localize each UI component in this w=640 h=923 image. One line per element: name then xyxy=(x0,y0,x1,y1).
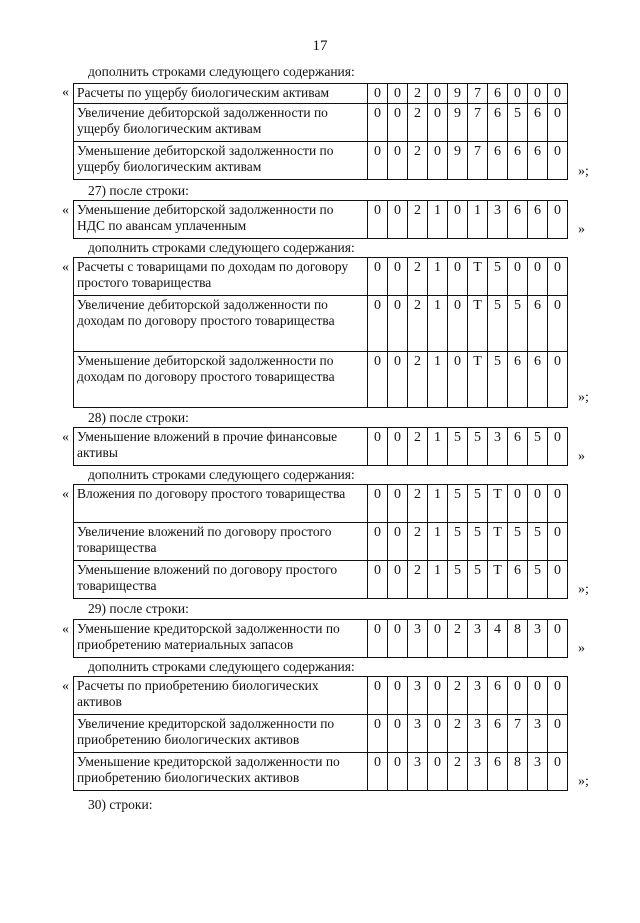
code-digit: 6 xyxy=(488,142,508,180)
code-digit: 0 xyxy=(548,677,568,715)
quote-open: « xyxy=(62,487,69,502)
row-label: Расчеты по ущербу биологическим активам xyxy=(74,84,368,104)
code-digit: 5 xyxy=(508,523,528,561)
code-digit: 2 xyxy=(408,523,428,561)
code-digit: 2 xyxy=(408,84,428,104)
quote-close: »; xyxy=(578,774,589,789)
code-digit: 9 xyxy=(448,84,468,104)
table-row xyxy=(74,142,568,180)
row-label: Уменьшение вложений в прочие финансовые активы xyxy=(74,428,368,466)
code-digit: 5 xyxy=(528,523,548,561)
row-label: Увеличение дебиторской задолженности по доходам по договору простого товарищества xyxy=(74,296,368,352)
quote-close: » xyxy=(578,449,585,464)
account-table-7 xyxy=(73,676,568,791)
code-digit: 0 xyxy=(428,620,448,658)
code-digit: 6 xyxy=(508,201,528,239)
code-digit: 5 xyxy=(528,428,548,466)
code-digit: 5 xyxy=(488,258,508,296)
instruction-line-after-row: 29) после строки: xyxy=(88,601,189,616)
code-digit: Т xyxy=(488,485,508,523)
code-digit: 0 xyxy=(528,84,548,104)
table-row xyxy=(74,715,568,753)
row-label: Увеличение дебиторской задолженности по ущербу биологическим активам xyxy=(74,104,368,142)
code-digit: 7 xyxy=(468,84,488,104)
code-digit: 0 xyxy=(368,753,388,791)
row-label: Уменьшение дебиторской задолженности по ущербу биологическим активам xyxy=(74,142,368,180)
code-digit: 0 xyxy=(428,715,448,753)
code-digit: 0 xyxy=(548,201,568,239)
code-digit: 1 xyxy=(468,201,488,239)
code-digit: 2 xyxy=(408,352,428,408)
code-digit: 0 xyxy=(528,258,548,296)
code-digit: 2 xyxy=(408,142,428,180)
code-digit: 0 xyxy=(388,258,408,296)
code-digit: 5 xyxy=(468,485,488,523)
code-digit: 3 xyxy=(408,753,428,791)
code-digit: 6 xyxy=(528,352,548,408)
code-digit: 5 xyxy=(528,561,548,599)
account-table-6 xyxy=(73,619,568,658)
code-digit: 0 xyxy=(368,104,388,142)
code-digit: 7 xyxy=(468,104,488,142)
code-digit: 6 xyxy=(508,428,528,466)
code-digit: 4 xyxy=(488,620,508,658)
code-digit: 7 xyxy=(508,715,528,753)
quote-open: « xyxy=(62,85,69,100)
quote-close: »; xyxy=(578,582,589,597)
row-label: Уменьшение кредиторской задолженности по приобретению материальных запасов xyxy=(74,620,368,658)
code-digit: 1 xyxy=(428,296,448,352)
code-digit: 2 xyxy=(408,258,428,296)
code-digit: Т xyxy=(488,561,508,599)
table-row xyxy=(74,201,568,239)
code-digit: 2 xyxy=(408,296,428,352)
code-digit: 0 xyxy=(388,485,408,523)
code-digit: 0 xyxy=(388,296,408,352)
code-digit: 0 xyxy=(368,715,388,753)
code-digit: 0 xyxy=(388,523,408,561)
quote-open: « xyxy=(62,430,69,445)
code-digit: 2 xyxy=(408,104,428,142)
code-digit: 0 xyxy=(428,753,448,791)
instruction-line-after-row: 27) после строки: xyxy=(88,183,189,198)
code-digit: 1 xyxy=(428,428,448,466)
code-digit: 1 xyxy=(428,485,448,523)
account-table-5 xyxy=(73,484,568,599)
code-digit: 0 xyxy=(508,258,528,296)
code-digit: 5 xyxy=(488,352,508,408)
code-digit: 3 xyxy=(408,715,428,753)
code-digit: 0 xyxy=(388,142,408,180)
code-digit: 0 xyxy=(548,296,568,352)
code-digit: 1 xyxy=(428,258,448,296)
code-digit: 0 xyxy=(548,561,568,599)
code-digit: 0 xyxy=(548,753,568,791)
code-digit: 0 xyxy=(528,677,548,715)
code-digit: 0 xyxy=(368,142,388,180)
code-digit: 0 xyxy=(388,428,408,466)
account-table-2 xyxy=(73,200,568,239)
code-digit: 0 xyxy=(368,258,388,296)
code-digit: 3 xyxy=(468,753,488,791)
table-row xyxy=(74,485,568,523)
code-digit: 0 xyxy=(508,677,528,715)
code-digit: 6 xyxy=(528,201,548,239)
code-digit: 7 xyxy=(468,142,488,180)
code-digit: 0 xyxy=(548,142,568,180)
code-digit: 0 xyxy=(428,84,448,104)
quote-close: »; xyxy=(578,164,589,179)
code-digit: 5 xyxy=(468,561,488,599)
table-row xyxy=(74,523,568,561)
row-label: Уменьшение дебиторской задолженности по НДС по авансам уплаченным xyxy=(74,201,368,239)
code-digit: 0 xyxy=(388,561,408,599)
code-digit: 3 xyxy=(528,753,548,791)
table-row xyxy=(74,352,568,408)
code-digit: 0 xyxy=(548,715,568,753)
code-digit: 8 xyxy=(508,620,528,658)
row-label: Увеличение вложений по договору простого товарищества xyxy=(74,523,368,561)
code-digit: 0 xyxy=(428,677,448,715)
code-digit: 6 xyxy=(508,142,528,180)
code-digit: 3 xyxy=(468,620,488,658)
account-table-3 xyxy=(73,257,568,408)
code-digit: 6 xyxy=(508,352,528,408)
code-digit: 1 xyxy=(428,352,448,408)
code-digit: Т xyxy=(468,258,488,296)
code-digit: 2 xyxy=(448,715,468,753)
table-row xyxy=(74,84,568,104)
code-digit: 1 xyxy=(428,523,448,561)
code-digit: 0 xyxy=(388,352,408,408)
row-label: Расчеты по приобретению биологических активов xyxy=(74,677,368,715)
code-digit: 6 xyxy=(488,84,508,104)
code-digit: 3 xyxy=(408,620,428,658)
code-digit: 0 xyxy=(548,523,568,561)
table-row xyxy=(74,677,568,715)
table-row xyxy=(74,620,568,658)
instruction-line-after-row: 28) после строки: xyxy=(88,410,189,425)
code-digit: 0 xyxy=(548,352,568,408)
code-digit: 5 xyxy=(448,523,468,561)
instruction-line-add-rows: дополнить строками следующего содержания: xyxy=(88,64,355,79)
code-digit: 5 xyxy=(448,485,468,523)
code-digit: 0 xyxy=(368,352,388,408)
code-digit: 6 xyxy=(528,296,548,352)
quote-close: »; xyxy=(578,390,589,405)
code-digit: 0 xyxy=(528,485,548,523)
code-digit: 2 xyxy=(408,201,428,239)
code-digit: 0 xyxy=(388,104,408,142)
quote-open: « xyxy=(62,679,69,694)
code-digit: 2 xyxy=(408,485,428,523)
code-digit: 3 xyxy=(468,715,488,753)
code-digit: 0 xyxy=(368,561,388,599)
row-label: Увеличение кредиторской задолженности по приобретению биологических активов xyxy=(74,715,368,753)
row-label: Уменьшение кредиторской задолженности по приобретению биологических активов xyxy=(74,753,368,791)
account-table-1 xyxy=(73,83,568,180)
code-digit: 2 xyxy=(448,753,468,791)
code-digit: 0 xyxy=(368,296,388,352)
code-digit: 2 xyxy=(448,620,468,658)
table-row xyxy=(74,296,568,352)
code-digit: 0 xyxy=(548,84,568,104)
row-label: Расчеты с товарищами по доходам по договору простого товарищества xyxy=(74,258,368,296)
code-digit: 0 xyxy=(448,352,468,408)
code-digit: 5 xyxy=(468,523,488,561)
code-digit: 3 xyxy=(468,677,488,715)
code-digit: 9 xyxy=(448,104,468,142)
code-digit: 0 xyxy=(548,104,568,142)
code-digit: 5 xyxy=(448,428,468,466)
code-digit: 0 xyxy=(368,84,388,104)
row-label: Уменьшение дебиторской задолженности по доходам по договору простого товарищества xyxy=(74,352,368,408)
page-number: 17 xyxy=(312,38,328,54)
code-digit: 1 xyxy=(428,201,448,239)
code-digit: 3 xyxy=(488,428,508,466)
code-digit: 0 xyxy=(448,258,468,296)
code-digit: 6 xyxy=(488,104,508,142)
code-digit: 0 xyxy=(368,620,388,658)
code-digit: Т xyxy=(468,352,488,408)
code-digit: 0 xyxy=(368,201,388,239)
code-digit: 0 xyxy=(368,523,388,561)
instruction-line-add-rows: дополнить строками следующего содержания: xyxy=(88,659,355,674)
code-digit: Т xyxy=(468,296,488,352)
table-row xyxy=(74,104,568,142)
code-digit: 0 xyxy=(368,485,388,523)
code-digit: 1 xyxy=(428,561,448,599)
code-digit: 0 xyxy=(548,258,568,296)
code-digit: 0 xyxy=(368,677,388,715)
row-label: Уменьшение вложений по договору простого товарищества xyxy=(74,561,368,599)
code-digit: 0 xyxy=(388,620,408,658)
row-label: Вложения по договору простого товарищества xyxy=(74,485,368,523)
code-digit: 0 xyxy=(388,84,408,104)
quote-close: » xyxy=(578,222,585,237)
code-digit: 8 xyxy=(508,753,528,791)
table-row xyxy=(74,258,568,296)
code-digit: 6 xyxy=(528,104,548,142)
code-digit: 2 xyxy=(408,561,428,599)
code-digit: 3 xyxy=(528,620,548,658)
code-digit: 2 xyxy=(448,677,468,715)
code-digit: 0 xyxy=(388,677,408,715)
code-digit: 0 xyxy=(428,142,448,180)
code-digit: 6 xyxy=(488,753,508,791)
code-digit: 5 xyxy=(488,296,508,352)
code-digit: 3 xyxy=(408,677,428,715)
code-digit: 0 xyxy=(508,485,528,523)
instruction-line-add-rows: дополнить строками следующего содержания: xyxy=(88,240,355,255)
code-digit: 3 xyxy=(528,715,548,753)
table-row xyxy=(74,561,568,599)
code-digit: 9 xyxy=(448,142,468,180)
code-digit: 0 xyxy=(548,485,568,523)
code-digit: 0 xyxy=(508,84,528,104)
code-digit: Т xyxy=(488,523,508,561)
code-digit: 6 xyxy=(488,677,508,715)
quote-open: « xyxy=(62,260,69,275)
code-digit: 0 xyxy=(388,201,408,239)
quote-open: « xyxy=(62,203,69,218)
code-digit: 6 xyxy=(508,561,528,599)
code-digit: 2 xyxy=(408,428,428,466)
code-digit: 0 xyxy=(388,715,408,753)
quote-close: » xyxy=(578,641,585,656)
code-digit: 0 xyxy=(548,428,568,466)
code-digit: 0 xyxy=(368,428,388,466)
instruction-line-rows: 30) строки: xyxy=(88,797,153,812)
code-digit: 0 xyxy=(448,201,468,239)
code-digit: 0 xyxy=(428,104,448,142)
code-digit: 5 xyxy=(508,104,528,142)
code-digit: 5 xyxy=(508,296,528,352)
instruction-line-add-rows: дополнить строками следующего содержания: xyxy=(88,467,355,482)
table-row xyxy=(74,428,568,466)
code-digit: 6 xyxy=(488,715,508,753)
code-digit: 0 xyxy=(448,296,468,352)
code-digit: 3 xyxy=(488,201,508,239)
code-digit: 0 xyxy=(388,753,408,791)
code-digit: 5 xyxy=(448,561,468,599)
code-digit: 6 xyxy=(528,142,548,180)
code-digit: 0 xyxy=(548,620,568,658)
quote-open: « xyxy=(62,622,69,637)
account-table-4 xyxy=(73,427,568,466)
table-row xyxy=(74,753,568,791)
code-digit: 5 xyxy=(468,428,488,466)
